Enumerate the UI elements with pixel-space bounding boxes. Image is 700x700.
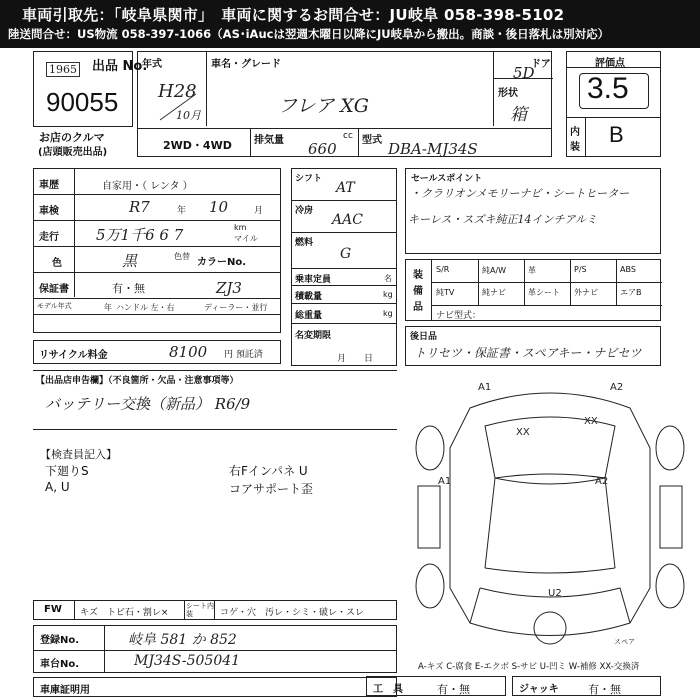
color-no-value: ZJ3 [216,279,242,297]
chassis-value: MJ34S-505041 [134,653,241,669]
inspection-label: 車検 [39,206,59,217]
car-body-outline [450,393,650,636]
extras-label: 後日品 [410,332,438,342]
door-label: ドア [531,59,551,70]
tool-box [366,676,506,696]
fw-items: キズ トビ石・割レ× [80,608,169,618]
sales-points-line-1: ・クラリオンメモリーナビ・シートヒーター [410,187,630,200]
mileage-unit-mile: マイル [234,234,258,243]
notes-text: バッテリー交換（新品） R6/9 [45,395,251,413]
jack-value: 有・無 [588,683,621,696]
equipment-item: S/R [436,265,450,274]
extras-value: トリセツ・保証書・スペアキー・ナビセツ [414,346,642,360]
color-value: 黒 [122,252,138,270]
notes-title: 【出品店申告欄】（不良箇所・欠品・注意事項等） [36,376,239,386]
sales-points-label: セールスポイント [411,174,483,184]
inspection-year-unit: 年 [177,206,187,216]
lot-number-box [33,51,148,127]
score-box [566,51,661,157]
recycle-row [33,340,281,364]
jack-label: ジャッキ [519,684,559,695]
damage-mark: A2 [610,382,624,393]
equipment-item: 純ナビ [482,288,506,297]
name-value: フレア XG [278,95,369,117]
capacity-unit: 名 [384,274,392,283]
registration-box [33,625,397,673]
shop-sublabel: (店頭販売出品) [38,147,108,158]
fuel-value: G [340,246,352,262]
equipment-item: P/S [574,265,587,274]
shop-label: お店のクルマ [39,131,105,144]
auction-sheet-header [0,0,700,48]
score-label: 評価点 [595,58,625,69]
mileage-unit-km: km [234,223,247,232]
ac-value: AAC [332,212,363,228]
usage-label: 車歴 [39,180,59,191]
color-change-label: 色替 [174,252,190,261]
wheel-rear-right [656,564,684,608]
inspector-left-1: 下廻りS [45,464,89,478]
interior-grade: B [609,122,624,147]
damage-mark: A1 [478,382,492,393]
reg-label: 名変期限 [295,331,332,341]
header-line-2: 陸送問合せ：US物流 058-397-1066（AS･iAucは翌週木曜日以降にJU岐阜から搬出。商談・後日落札は別対応） [8,27,610,41]
drive-selector: 2WD・4WD [163,139,232,152]
interior-label-2: 装 [570,142,580,153]
car-door-lines [485,478,615,568]
damage-mark: A2 [595,476,609,487]
equipment-item: ABS [620,265,636,274]
equipment-label-3: 品 [413,302,423,313]
dealer-label: ディーラー・並行 [204,303,268,312]
equipment-item: 革シート [528,288,560,297]
capacity-label: 乗車定員 [295,275,332,285]
jack-box [512,676,661,696]
inspection-month-unit: 月 [254,206,264,216]
inspector-title: 【検査員記入】 [40,448,117,461]
model-value: DBA-MJ34S [388,140,478,158]
equipment-item: 純TV [436,288,455,297]
fw-seat-row [33,600,397,620]
weight-unit: kg [383,309,393,318]
damage-legend: A-キズ C-腐食 E-エクボ S-サビ U-凹ミ W-補修 XX-交換済 [418,662,640,672]
shape-value: 箱 [510,105,527,125]
specs-table [291,168,397,366]
recycle-value: 8100 [169,343,208,361]
equipment-item: 外ナビ [574,288,598,297]
garage-cert-label: 車庫証明用 [40,685,90,696]
damage-mark: XX [516,427,530,438]
displacement-value: 660 [308,140,337,158]
fw-label: FW [44,604,62,615]
fuel-label: 燃料 [295,238,314,248]
displacement-unit: cc [343,131,353,141]
model-year-unit: 年 [104,303,112,312]
year-value: H28 [158,81,197,102]
tool-value: 有・無 [437,683,470,696]
extras-box [405,326,661,366]
car-damage-diagram [400,378,700,658]
warranty-label: 保証書 [39,284,69,295]
equipment-label-2: 備 [413,286,423,297]
handle-label: ハンドル 左・右 [116,303,175,312]
warranty-value: 有・無 [112,282,145,295]
mileage-label: 走行 [39,232,59,243]
shift-value: AT [336,180,355,196]
tool-label: 工 具 [373,684,403,695]
lot-label: 出品 No. [92,59,148,74]
wheel-front-left [416,426,444,470]
recycle-label: リサイクル料金 [39,350,108,361]
interior-label-1: 内 [570,127,580,138]
equipment-item: 革 [528,266,536,275]
damage-mark: XX [584,416,598,427]
history-table [33,168,281,333]
inspection-era: R7 [129,198,150,216]
plate-label: 登録No. [40,635,80,646]
equipment-item: 純A/W [482,266,507,275]
equipment-item: エアB [620,288,642,297]
seat-items: コゲ・穴 汚レ・シミ・破レ・スレ [220,608,365,618]
equipment-box [405,259,661,321]
damage-mark: U2 [548,588,562,599]
color-no-label: カラーNo. [197,257,247,268]
sales-points-line-2: キーレス・スズキ純正14インチアルミ [408,213,598,226]
lot-number: 90055 [46,87,119,117]
damage-mark: A1 [438,476,452,487]
inspector-left-2: A, U [45,480,70,494]
plate-value: 岐阜 581 か 852 [128,632,237,648]
load-unit: kg [383,290,393,299]
score-value: 3.5 [587,72,629,105]
shift-label: シフト [295,174,323,184]
usage-value: 自家用・（ レンタ ） [102,181,193,192]
ac-label: 冷房 [295,206,314,216]
lot-year-tag: 1965 [46,62,80,77]
garage-cert-row [33,677,397,697]
side-panel-right [660,486,682,548]
model-label: 型式 [362,135,382,146]
shape-label: 形状 [498,88,518,99]
weight-label: 総重量 [295,311,323,321]
side-panel-left [418,486,440,548]
inspector-right-1: 右Fインパネ U [229,464,308,478]
navi-model-label: ナビ型式： [436,311,482,321]
load-label: 積載量 [295,292,323,302]
name-label: 車名・グレード [211,59,281,70]
equipment-grid [432,260,662,305]
sales-points-box [405,168,661,254]
inspector-right-2: コアサポート歪 [229,482,314,496]
chassis-label: 車台No. [40,659,80,670]
damage-mark: スペア [614,638,635,646]
spare-tire [534,612,566,644]
color-label: 色 [52,258,62,269]
date-slash [158,92,198,122]
displacement-label: 排気量 [254,135,284,146]
car-roof-lines [485,478,615,573]
recycle-unit: 円 預託済 [224,350,263,360]
wheel-rear-left [416,564,444,608]
vehicle-info-table [137,51,552,157]
reg-unit: 月 日 [337,354,374,364]
header-line-1: 車両引取先：「岐阜県関市」 車両に関するお問合せ：JU岐阜 058-398-5102 [22,6,565,24]
month-value: 10月 [176,109,201,122]
wheel-front-right [656,426,684,470]
equipment-label-1: 装 [413,270,423,281]
door-value: 5D [513,64,535,82]
year-label: 年式 [142,59,162,70]
model-year-label: モデル年式 [37,302,72,310]
inspection-month: 10 [209,198,229,216]
mileage-value: 5万1千6 6 7 [96,226,184,244]
seat-label: シート内装 [186,602,214,618]
notes-box [33,370,397,430]
